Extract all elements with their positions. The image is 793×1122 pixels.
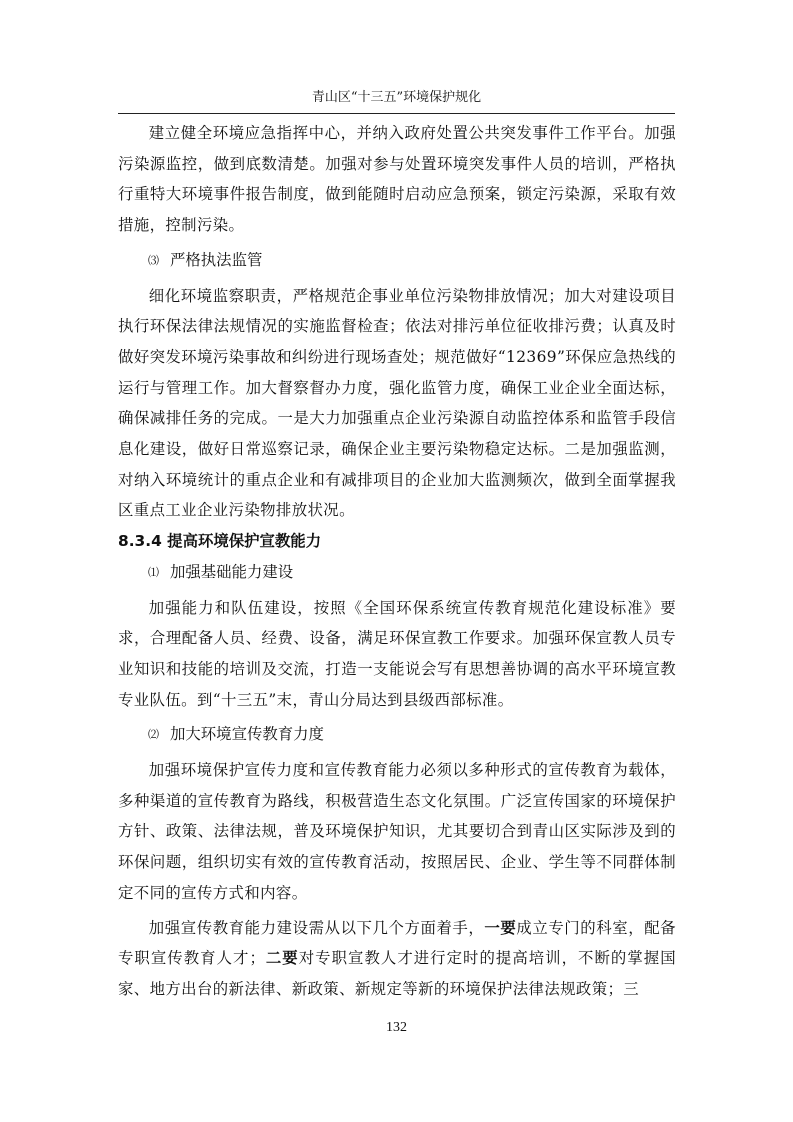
- subheading-number: ⑵: [148, 728, 159, 742]
- subheading-number: ⑴: [148, 565, 159, 579]
- paragraph-capacity-building: [118, 913, 676, 1005]
- subheading-number: ⑶: [148, 253, 159, 267]
- paragraph-enforcement: 细化环境监察职责，严格规范企事业单位污染物排放情况；加大对建设项目执行环保法律法规情况的实施监督检查；依法对排污单位征收排污费；认真及时做好突发环境污染事故和纠纷进行现场查处；规范做好“12369”环保应急热线的运行与管理工作。加大督察督办力度，强化监管力度，确保工业企业全面达标，确保减排任务的完成。一是大力加强重点企业污染源自动监控体系和监管手段信息化建设，做好日常巡察记录，确保企业主要污染物稳定达标。二是加强监测，对纳入环境统计的重点企业和有减排项目的企业加大监测频次，做到全面掌握我区重点工业企业污染物排放状况。: [118, 286, 676, 520]
- page-number: 132: [386, 1020, 407, 1035]
- section-heading: 8.3.4 提高环境保护宣教能力: [118, 532, 322, 551]
- subheading-law-enforcement: [118, 245, 676, 277]
- running-header: 青山区“十三五”环境保护规化: [311, 90, 482, 105]
- subheading-text: 严格执法监管: [170, 250, 263, 269]
- page-body: [118, 118, 676, 1005]
- subheading-text: 加强基础能力建设: [170, 562, 294, 581]
- header-rule: [118, 113, 675, 114]
- subheading-text: 加大环境宣传教育力度: [170, 725, 324, 744]
- text-run: 加强宣传教育能力建设需从以下几个方面着手，: [148, 918, 485, 937]
- subheading-publicity: [118, 719, 676, 751]
- text-run: 对专职宣教人才进行定时的提高培训，不断的掌握国家、地方出台的新法律、新政策、新规定等新的环境保护法律法规政策；三: [118, 949, 676, 998]
- text-run: 成立专门的科室，配备专职宣传教育人才；: [118, 918, 676, 968]
- paragraph-publicity: 加强环境保护宣传力度和宣传教育能力必须以多种形式的宣传教育为载体，多种渠道的宣传教育为路线，积极营造生态文化氛围。广泛宣传国家的环境保护方针、政策、法律法规，普及环境保护知识，尤其要切合到青山区实际涉及到的环保问题，组织切实有效的宣传教育活动，按照居民、企业、学生等不同群体制定不同的宣传方式和内容。: [118, 761, 676, 902]
- emphasis-first: 一要: [484, 918, 517, 937]
- paragraph-team-building: 加强能力和队伍建设，按照《全国环保系统宣传教育规范化建设标准》要求，合理配备人员、经费、设备，满足环保宣教工作要求。加强环保宣教人员专业知识和技能的培训及交流，打造一支能说会写有思想善协调的高水平环境宣教专业队伍。到“十三五”末，青山分局达到县级西部标准。: [118, 598, 676, 709]
- subheading-capacity: [118, 557, 676, 589]
- emphasis-second: 二要: [265, 949, 299, 968]
- paragraph-emergency-center: 建立健全环境应急指挥中心，并纳入政府处置公共突发事件工作平台。加强污染源监控，做到底数清楚。加强对参与处置环境突发事件人员的培训，严格执行重特大环境事件报告制度，做到能随时启动应急预案，锁定污染源，采取有效措施，控制污染。: [118, 124, 676, 235]
